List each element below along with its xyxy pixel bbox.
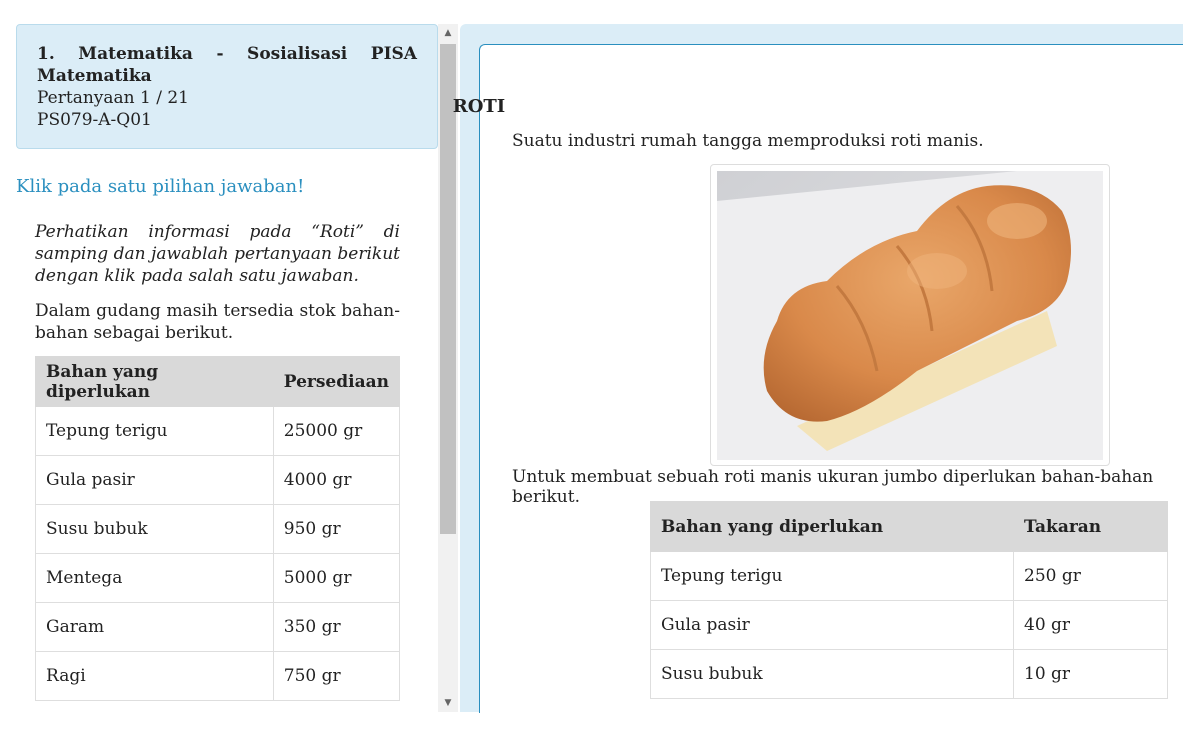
table-cell: 10 gr <box>1014 650 1168 699</box>
column-header: Takaran <box>1014 502 1168 552</box>
recipe-table <box>650 501 1168 699</box>
question-title: 1. Matematika - Sosialisasi PISA <box>37 44 417 64</box>
table-cell: Garam <box>36 603 274 652</box>
table-cell: Gula pasir <box>36 456 274 505</box>
scroll-thumb[interactable] <box>440 44 456 534</box>
bread-photo <box>717 171 1103 460</box>
column-header: Persediaan <box>273 357 399 407</box>
table-header-row <box>651 502 1168 552</box>
stock-table <box>35 356 400 701</box>
table-cell: Mentega <box>36 554 274 603</box>
table-row <box>36 652 400 701</box>
table-cell: 750 gr <box>273 652 399 701</box>
bread-photo-icon <box>717 171 1103 460</box>
table-cell: Tepung terigu <box>651 552 1014 601</box>
column-header: Bahan yang diperlukan <box>651 502 1014 552</box>
table-row <box>651 601 1168 650</box>
table-row <box>36 456 400 505</box>
left-panel-scrollbar[interactable] <box>438 24 458 712</box>
table-row <box>36 505 400 554</box>
stimulus-title-text: ROTI <box>452 96 506 117</box>
table-row <box>36 603 400 652</box>
scroll-down-arrow-icon[interactable]: ▼ <box>444 698 452 708</box>
table-cell: 4000 gr <box>273 456 399 505</box>
table-cell: Tepung terigu <box>36 407 274 456</box>
table-row <box>36 407 400 456</box>
question-prompt: Perhatikan informasi pada “Roti” di samping dan jawablah pertanyaan berikut dengan klik pada salah satu jawaban. <box>35 222 400 286</box>
question-header <box>16 24 438 149</box>
table-cell: Gula pasir <box>651 601 1014 650</box>
question-code: PS079-A-Q01 <box>37 110 152 130</box>
question-counter: Pertanyaan 1 / 21 <box>37 88 189 108</box>
table-cell: Susu bubuk <box>36 505 274 554</box>
stock-description: Dalam gudang masih tersedia stok bahan-bahan sebagai berikut. <box>35 301 400 343</box>
table-header-row <box>36 357 400 407</box>
ingredients-description: Untuk membuat sebuah roti manis ukuran jumbo diperlukan bahan-bahan berikut. <box>512 467 1154 507</box>
table-cell: 350 gr <box>273 603 399 652</box>
stimulus-title <box>452 96 1183 117</box>
question-title-cont: Matematika <box>37 66 152 86</box>
table-cell: 250 gr <box>1014 552 1168 601</box>
table-cell: 40 gr <box>1014 601 1168 650</box>
table-cell: 950 gr <box>273 505 399 554</box>
table-row <box>651 552 1168 601</box>
table-row <box>36 554 400 603</box>
table-cell: 25000 gr <box>273 407 399 456</box>
table-cell: Ragi <box>36 652 274 701</box>
scroll-up-arrow-icon[interactable]: ▲ <box>444 28 452 38</box>
answer-instruction: Klik pada satu pilihan jawaban! <box>16 176 305 197</box>
stimulus-intro: Suatu industri rumah tangga memproduksi roti manis. <box>512 131 984 151</box>
table-cell: 5000 gr <box>273 554 399 603</box>
table-row <box>651 650 1168 699</box>
table-cell: Susu bubuk <box>651 650 1014 699</box>
column-header: Bahan yang diperlukan <box>36 357 274 407</box>
